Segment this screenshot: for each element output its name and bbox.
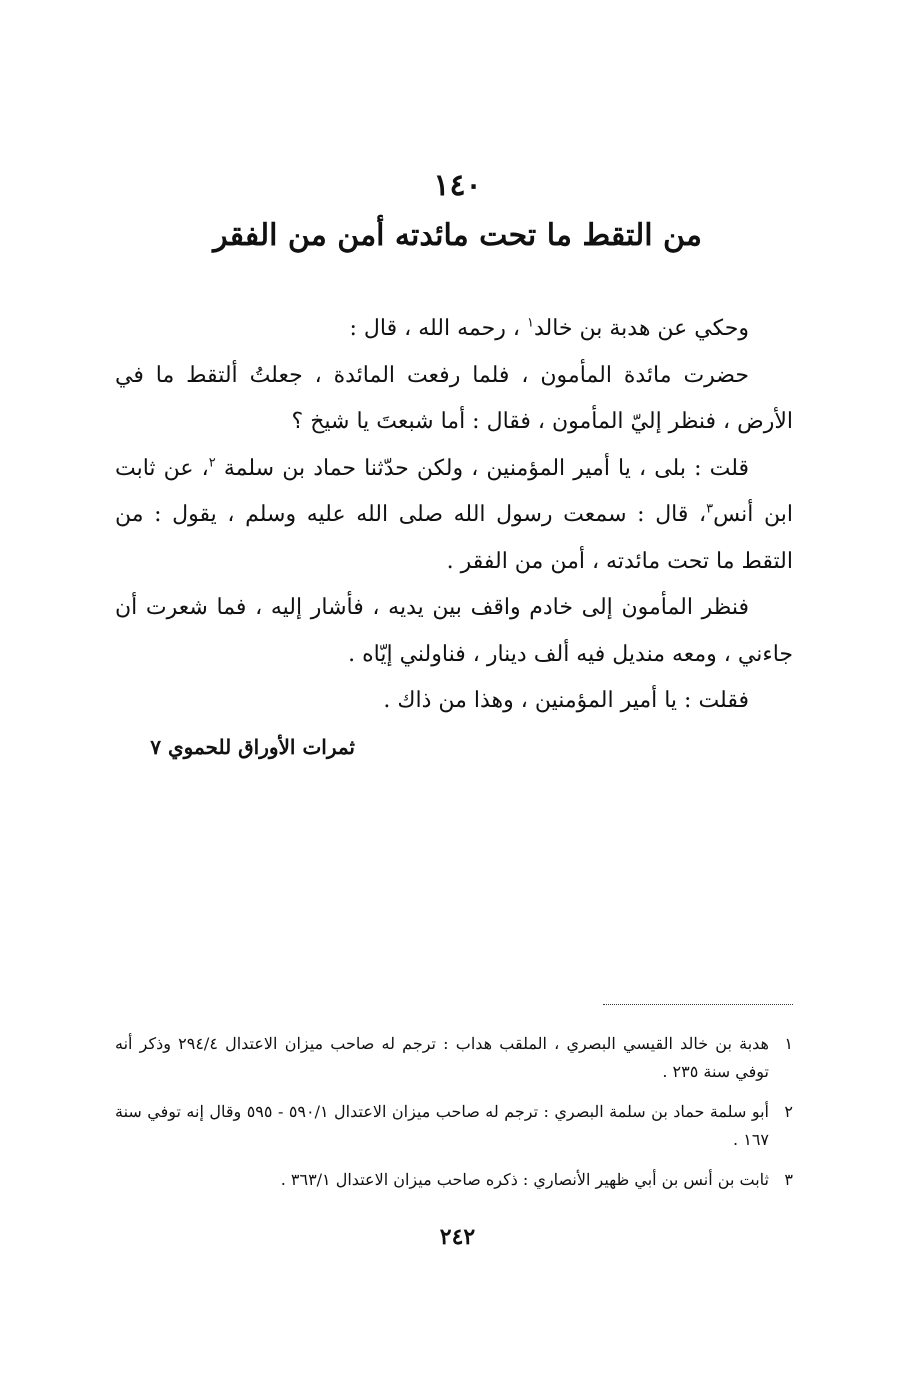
- paragraph-3-part-2: ، عن ثابت ابن أنس: [115, 455, 793, 527]
- footnotes: [115, 1030, 793, 1206]
- paragraph-1-rest: ، رحمه الله ، قال :: [349, 316, 527, 341]
- footnote-1: [115, 1030, 793, 1086]
- paragraph-1-text: وحكي عن هدبة بن خالد: [533, 316, 749, 341]
- paragraph-3-part-3: ، قال : سمعت رسول الله صلى الله عليه وسلم ، يقول : من التقط ما تحت مائدته ، أمن من الفقر .: [115, 502, 793, 574]
- source-note: ثمرات الأوراق للحموي ٧: [150, 735, 355, 759]
- paragraph-5: فقلت : يا أمير المؤمنين ، وهذا من ذاك .: [383, 688, 749, 713]
- page-number: ٢٤٢: [439, 1224, 476, 1250]
- footnote-2-number: ٢: [784, 1102, 794, 1121]
- body-text: [115, 306, 793, 725]
- footnote-2-text: أبو سلمة حماد بن سلمة البصري : ترجم له صاحب ميزان الاعتدال ٥٩٠/١ - ٥٩٥ وقال إنه توفي سنة ١٦٧ .: [115, 1102, 770, 1149]
- chapter-number: ١٤٠: [433, 168, 482, 203]
- footnote-ref-2: ٢: [208, 455, 216, 471]
- footnote-2: [115, 1098, 793, 1154]
- footnote-1-number: ١: [784, 1034, 793, 1053]
- footnote-3-number: ٣: [784, 1170, 793, 1189]
- footnote-1-text: هدبة بن خالد القيسي البصري ، الملقب هداب : ترجم له صاحب ميزان الاعتدال ٢٩٤/٤ وذكر أنه توفي سنة ٢٣٥ .: [115, 1034, 769, 1081]
- footnote-ref-1: ١: [526, 315, 534, 331]
- chapter-title: من التقط ما تحت مائدته أمن من الفقر: [213, 218, 702, 253]
- paragraph-4: فنظر المأمون إلى خادم واقف بين يديه ، فأشار إليه ، فما شعرت أن جاءني ، ومعه منديل فيه ألف دينار ، فناولني إيّاه .: [115, 595, 793, 667]
- paragraph-1: [115, 306, 793, 353]
- footnote-divider: [603, 1004, 793, 1005]
- paragraph-3: [115, 446, 793, 586]
- paragraph-2: حضرت مائدة المأمون ، فلما رفعت المائدة ، جعلتُ ألتقط ما في الأرض ، فنظر إليّ المأمون ، فقال : أما شبعتَ يا شيخ ؟: [115, 362, 793, 434]
- footnote-3: [115, 1166, 793, 1194]
- paragraph-3-part-1: قلت : بلى ، يا أمير المؤمنين ، ولكن حدّثنا حماد بن سلمة: [223, 455, 750, 481]
- footnote-3-text: ثابت بن أنس بن أبي ظهير الأنصاري : ذكره صاحب ميزان الاعتدال ٣٦٣/١ .: [280, 1170, 769, 1189]
- footnote-ref-3: ٣: [706, 501, 714, 517]
